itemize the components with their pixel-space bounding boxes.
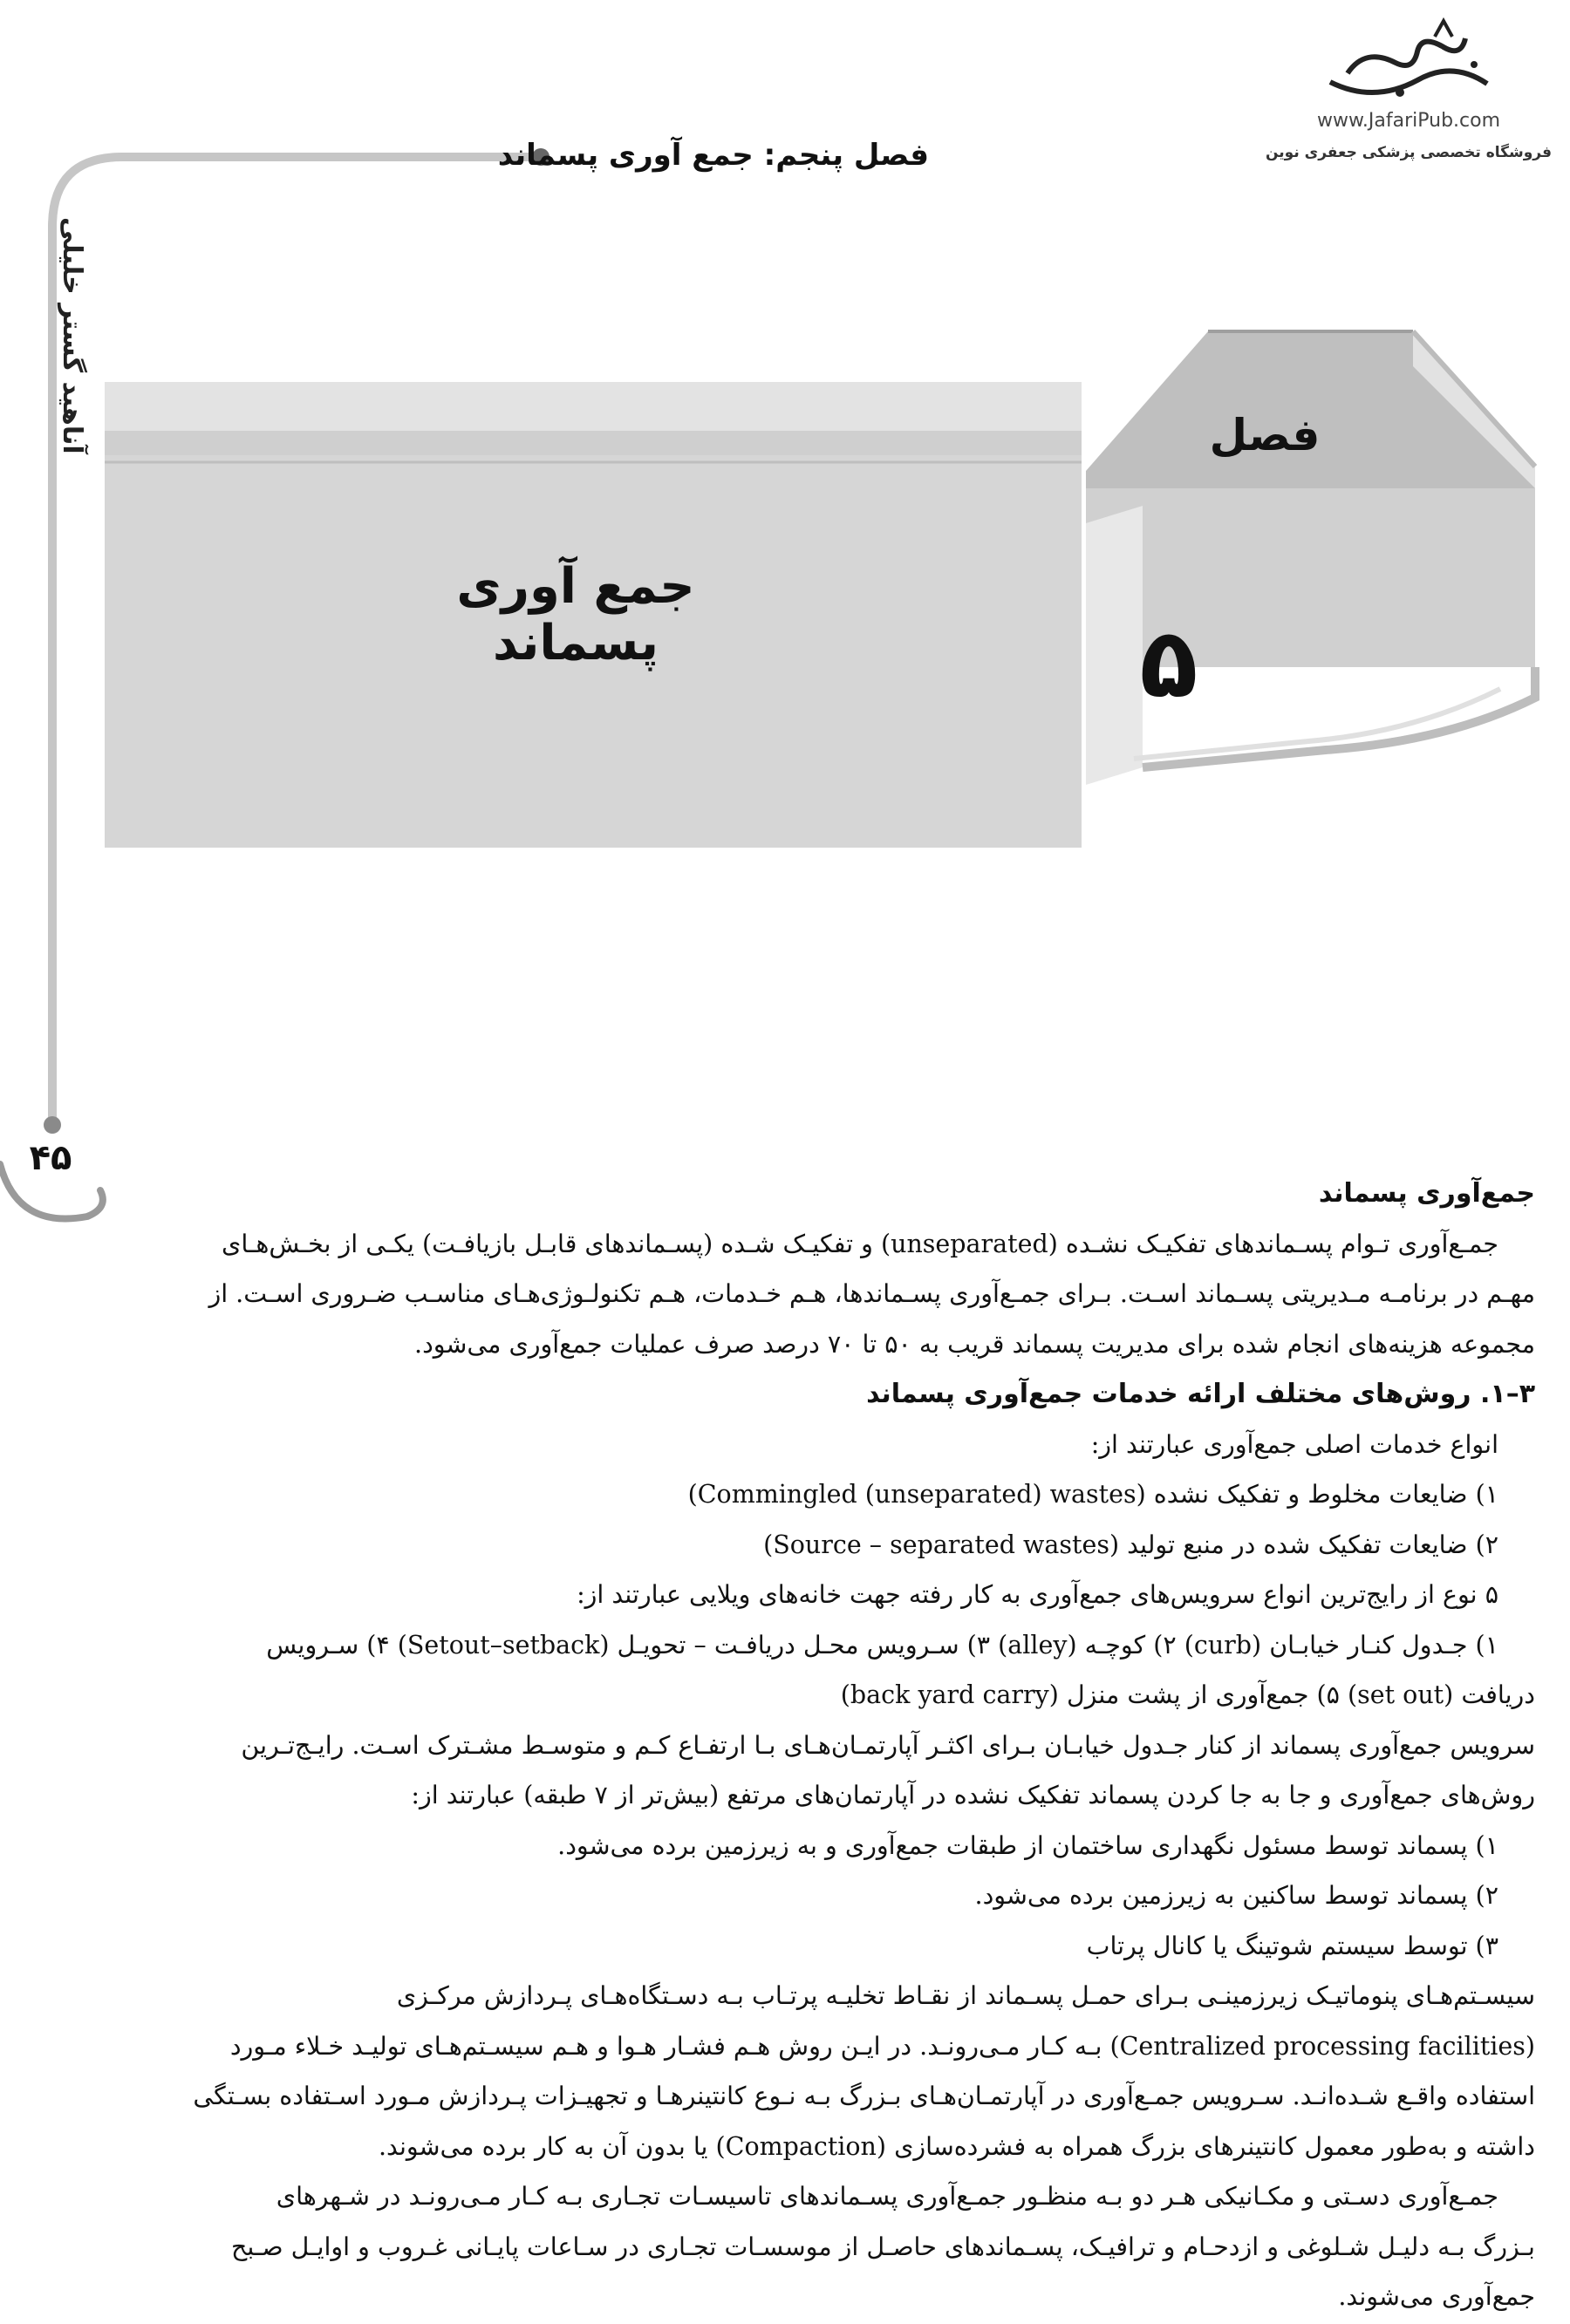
list-item: ۳) توسط سیستم شوتینگ یا کانال پرتاب	[1086, 1931, 1498, 1960]
running-head: فصل پنجم: جمع آوری پسماند	[497, 138, 929, 173]
paragraph-line: جمـع‌آوری تـوام پسـماندهای تفکیـک نشـده (unseparated) و تفکیـک شـده (پسـماندهای قابـل بازیافـت) یکـی از بخـش‌هـای	[222, 1229, 1498, 1258]
chapter-label: فصل	[1209, 410, 1321, 460]
paragraph-line: داشته و به‌طور معمول کانتینرهای بزرگ همراه به فشرده‌سازی (Compaction) یا بدون آن به کار برده می‌شوند.	[378, 2131, 1535, 2161]
paragraph-line: مهـم در برنامـه مـدیریتی پسـماند اسـت. بـرای جمـع‌آوری پسـماندها، هـم خـدمات، هـم تکنولـوژی‌هـای مناسـب ضـروری اسـت. از	[208, 1279, 1535, 1308]
list-item: ۲) ضایعات تفکیک شده در منبع تولید (Source – separated wastes)	[763, 1530, 1498, 1559]
list-item: ۱) جـدول کنـار خیابـان (curb) ۲) کوچـه (alley) ۳) سـرویس محـل دریافـت – تحویـل (Setout–setback) ۴) سـرویس	[266, 1630, 1498, 1660]
logo-url[interactable]: www.JafariPub.com	[1316, 110, 1501, 132]
paragraph-line: استفاده واقـع شـده‌انـد. سـرویس جمـع‌آوری در آپارتمـان‌هـای بـزرگ بـه نـوع کانتینرهـا و تجهیـزات پـردازش مـورد اسـتفاده بسـتگی	[193, 2082, 1535, 2110]
subsection-heading: ۳–۱. روش‌های مختلف ارائه خدمات جمع‌آوری پسماند	[866, 1379, 1535, 1409]
jafari-logo-icon	[1313, 12, 1505, 108]
paragraph-line: ۵ نوع از رایج‌ترین انواع سرویس‌های جمع‌آوری به کار رفته جهت خانه‌های ویلایی عبارتند از:	[577, 1580, 1498, 1609]
section-heading: جمع‌آوری پسماند	[1318, 1178, 1535, 1209]
paragraph-line: سرویس جمع‌آوری پسماند از کنار جـدول خیابـان بـرای اکثـر آپارتمـان‌هـای بـا ارتفـاع کـم و متوسـط مشـترک اسـت. رایـج‌تـرین	[241, 1730, 1535, 1760]
paragraph-line: سیسـتم‌هـای پنوماتیـک زیرزمینـی بـرای حمـل پسـماند از نقـاط تخلیـه پرتـاب بـه دسـتگاه‌هـای پـردازش مرکـزی	[396, 1981, 1535, 2010]
list-item: دریافت (set out) ۵) جمع‌آوری از پشت منزل (back yard carry)	[840, 1680, 1535, 1709]
publisher-logo[interactable]	[1265, 12, 1553, 178]
chapter-number: ۵	[1139, 607, 1198, 719]
list-item: ۲) پسماند توسط ساکنین به زیرزمین برده می‌شود.	[974, 1881, 1498, 1910]
list-item: ۱) ضایعات مخلوط و تفکیک نشده (Commingled (unseparated) wastes)	[687, 1480, 1498, 1509]
paragraph-line: مجموعه هزینه‌های انجام شده برای مدیریت پسماند قریب به ۵۰ تا ۷۰ درصد صرف عملیات جمع‌آوری می‌شود.	[414, 1329, 1535, 1359]
logo-shop-name: فروشگاه تخصصی پزشکی جعفری نوین	[1265, 144, 1553, 161]
paragraph-line: روش‌های جمع‌آوری و جا به جا کردن پسماند تفکیک نشده در آپارتمان‌های مرتفع (بیش‌تر از ۷ طبقه) عبارتند از:	[411, 1781, 1535, 1809]
paragraph-line: بـزرگ بـه دلیـل شـلوغی و ازدحـام و ترافیـک، پسـماندهای حاصـل از موسسـات تجـاری در سـاعات پایـانی غـروب و اوایـل صـبح	[231, 2232, 1535, 2261]
paragraph-line: جمـع‌آوری دسـتی و مکـانیکی هـر دو بـه منظـور جمـع‌آوری پسـماندهای تاسیسـات تجـاری بـه کـار مـی‌رونـد در شـهرهای	[276, 2182, 1498, 2211]
side-author-name: آناهید گستر خلیلی	[57, 217, 87, 454]
paragraph-line: (Centralized processing facilities) بـه کـار مـی‌رونـد. در ایـن روش هـم فشـار هـوا و هـم سیسـتم‌هـای تولیـد خـلاء مـورد	[229, 2031, 1535, 2061]
paragraph-line: جمع‌آوری می‌شوند.	[1338, 2282, 1535, 2311]
body-text	[105, 1169, 1535, 2322]
chapter-title: جمع آوری پسماند	[456, 558, 695, 671]
list-item: ۱) پسماند توسط مسئول نگهداری ساختمان از طبقات جمع‌آوری و به زیرزمین برده می‌شود.	[557, 1830, 1498, 1860]
paragraph-line: انواع خدمات اصلی جمع‌آوری عبارتند از:	[1090, 1429, 1498, 1459]
page-number: ۴۵	[29, 1138, 72, 1178]
